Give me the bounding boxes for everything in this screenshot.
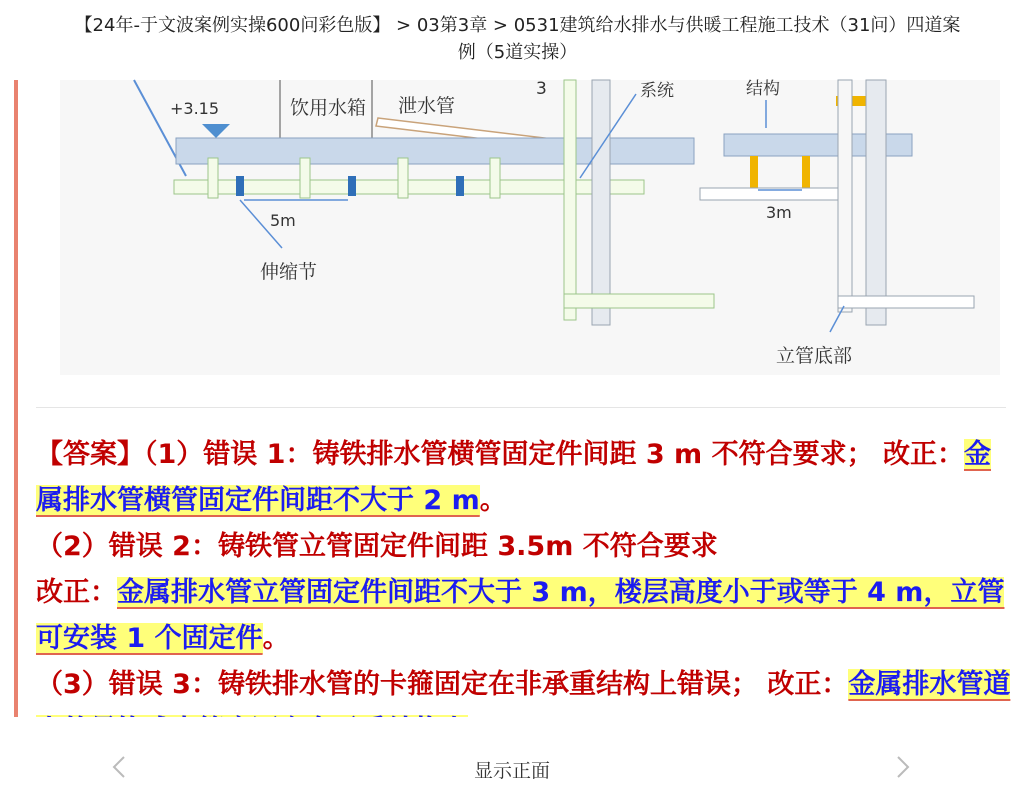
- correction-prefix: 改正：: [36, 577, 117, 608]
- dim-5m: 5m: [270, 211, 296, 230]
- wall: [592, 80, 610, 325]
- bottom-pipe-right: [838, 296, 974, 308]
- hanger: [208, 158, 218, 198]
- show-front-button[interactable]: 显示正面: [473, 760, 550, 782]
- riser-bottom-label: 立管底部: [776, 345, 853, 367]
- dim-3m: 3m: [766, 203, 792, 222]
- slab: [176, 138, 694, 164]
- column: [866, 80, 886, 325]
- breadcrumb-line-1[interactable]: 【24年-于文波案例实操600问彩色版】 > 03第3章 > 0531建筑给水排水与供暖工程施工技术（31问）四道案: [74, 15, 961, 36]
- structure-label: 结构: [746, 79, 780, 99]
- tank-label: 饮用水箱: [290, 97, 367, 119]
- breadcrumb-line-2[interactable]: 例（5道实操）: [457, 42, 578, 63]
- bottom-pipe: [564, 294, 714, 308]
- answer-correction-3: 金属排水管道: [36, 669, 1010, 746]
- answer-correction-1: 金属排水管横管固定件间距不大于 2 m: [36, 439, 991, 516]
- pipe-diagram: [60, 80, 1000, 375]
- hanger: [300, 158, 310, 198]
- chevron-right-icon[interactable]: [888, 753, 916, 781]
- answer-text: [36, 432, 1011, 754]
- answer-error-1: 【答案】（1）错误 1：铸铁排水管横管固定件间距 3 m 不符合要求； 改正：: [36, 439, 964, 470]
- pipe-diagram-figure: [60, 80, 1000, 375]
- breadcrumb[interactable]: [0, 0, 1035, 66]
- period: 。: [262, 623, 290, 654]
- riser-pipe: [564, 80, 576, 320]
- elevation-triangle: [202, 124, 230, 138]
- chevron-left-icon[interactable]: [106, 753, 134, 781]
- footer-nav: [0, 717, 1035, 812]
- number-3-label: 3: [536, 79, 547, 99]
- leader-line: [830, 306, 844, 332]
- expansion-joint: [348, 176, 356, 196]
- answer-correction-2: 金属排水管立管固定件间距不大于 3 m，楼层高度小于或等于 4 m，立管可安装 1 个固定件: [36, 577, 1005, 654]
- elevation-label: +3.15: [170, 99, 220, 118]
- answer-error-3: （3）错误 3：铸铁排水管的卡箍固定在非承重结构上错误； 改正：: [36, 669, 849, 700]
- answer-paragraph-3: [36, 570, 1011, 662]
- expansion-joint-label: 伸缩节: [260, 261, 318, 283]
- system-label: 系统: [640, 81, 674, 101]
- expansion-joint: [236, 176, 244, 196]
- riser-pipe-right: [838, 80, 852, 312]
- card-accent-bar: [14, 80, 18, 717]
- answer-paragraph-2: （2）错误 2：铸铁管立管固定件间距 3.5m 不符合要求: [36, 531, 718, 562]
- divider: [36, 407, 1006, 408]
- expansion-joint: [456, 176, 464, 196]
- hanger: [398, 158, 408, 198]
- answer-card: [14, 80, 1035, 717]
- drain-pipe-label: 泄水管: [398, 95, 456, 117]
- period: 。: [479, 485, 507, 516]
- hanger: [490, 158, 500, 198]
- answer-paragraph-1: [36, 432, 1011, 524]
